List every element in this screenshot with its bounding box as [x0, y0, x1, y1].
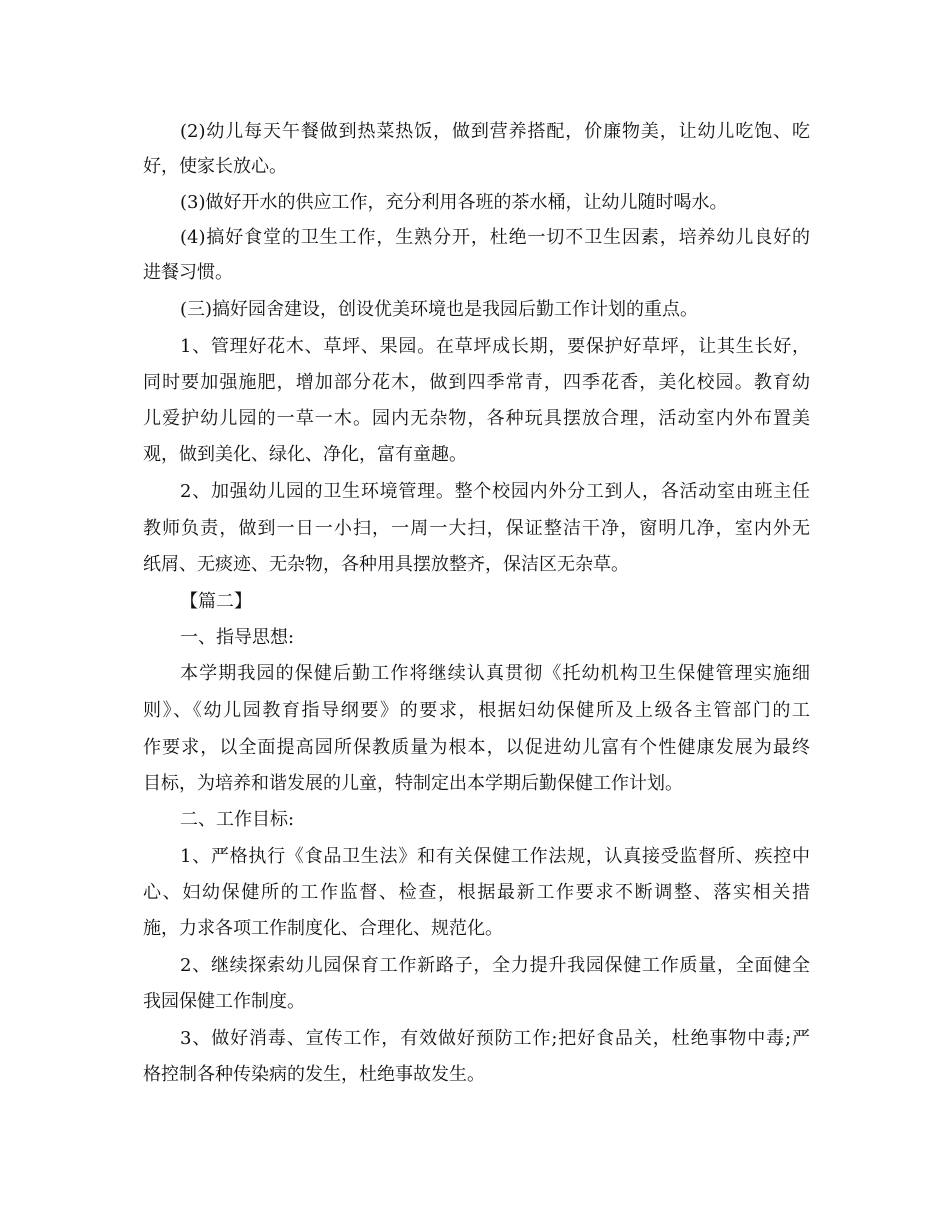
paragraph-line: 本学期我园的保健后勤工作将继续认真贯彻《托幼机构卫生保健管理实施细	[180, 663, 810, 684]
paragraph-line: 我园保健工作制度。	[143, 991, 305, 1012]
section-heading: 【篇二】	[180, 591, 252, 612]
paragraph-line: 施，力求各项工作制度化、合理化、规范化。	[143, 918, 503, 939]
subsection-heading: 一、指导思想:	[180, 627, 295, 648]
paragraph-line: 2、继续探索幼儿园保育工作新路子，全力提升我园保健工作质量，全面健全	[180, 955, 810, 976]
paragraph-line: 格控制各种传染病的发生，杜绝事故发生。	[143, 1064, 485, 1085]
paragraph-line: (2)幼儿每天午餐做到热菜热饭，做到营养搭配，价廉物美，让幼儿吃饱、吃	[180, 121, 810, 142]
paragraph-line: 进餐习惯。	[143, 262, 233, 283]
paragraph-line: 同时要加强施肥，增加部分花木，做到四季常青，四季花香，美化校园。教育幼	[143, 372, 810, 393]
paragraph-line: 观，做到美化、绿化、净化，富有童趣。	[143, 444, 467, 465]
paragraph-line: 作要求，以全面提高园所保教质量为根本，以促进幼儿富有个性健康发展为最终	[143, 737, 810, 758]
paragraph-line: 目标，为培养和谐发展的儿童，特制定出本学期后勤保健工作计划。	[143, 773, 683, 794]
paragraph-line: (4)搞好食堂的卫生工作，生熟分开，杜绝一切不卫生因素，培养幼儿良好的	[180, 227, 810, 248]
paragraph-line: 则》、《幼儿园教育指导纲要》的要求，根据妇幼保健所及上级各主管部门的工	[143, 700, 810, 721]
paragraph-line: 2、加强幼儿园的卫生环境管理。整个校园内外分工到人，各活动室由班主任	[180, 481, 810, 502]
paragraph-line: 纸屑、无痰迹、无杂物，各种用具摆放整齐，保洁区无杂草。	[143, 554, 629, 575]
paragraph-line: 儿爱护幼儿园的一草一木。园内无杂物，各种玩具摆放合理，活动室内外布置美	[143, 408, 810, 429]
paragraph-line: 心、妇幼保健所的工作监督、检查，根据最新工作要求不断调整、落实相关措	[143, 882, 810, 903]
paragraph-line: 教师负责，做到一日一小扫，一周一大扫，保证整洁干净，窗明几净，室内外无	[143, 518, 810, 539]
paragraph-line: 3、做好消毒、宣传工作，有效做好预防工作;把好食品关，杜绝事物中毒;严	[180, 1028, 810, 1049]
paragraph-line: (3)做好开水的供应工作，充分利用各班的茶水桶，让幼儿随时喝水。	[180, 192, 728, 213]
paragraph-line: (三)搞好园舍建设，创设优美环境也是我园后勤工作计划的重点。	[180, 299, 699, 320]
subsection-heading: 二、工作目标:	[180, 809, 295, 830]
paragraph-line: 1、管理好花木、草坪、果园。在草坪成长期，要保护好草坪，让其生长好，	[180, 336, 810, 357]
paragraph-line: 1、严格执行《食品卫生法》和有关保健工作法规，认真接受监督所、疾控中	[180, 846, 810, 867]
paragraph-line: 好，使家长放心。	[143, 156, 287, 177]
